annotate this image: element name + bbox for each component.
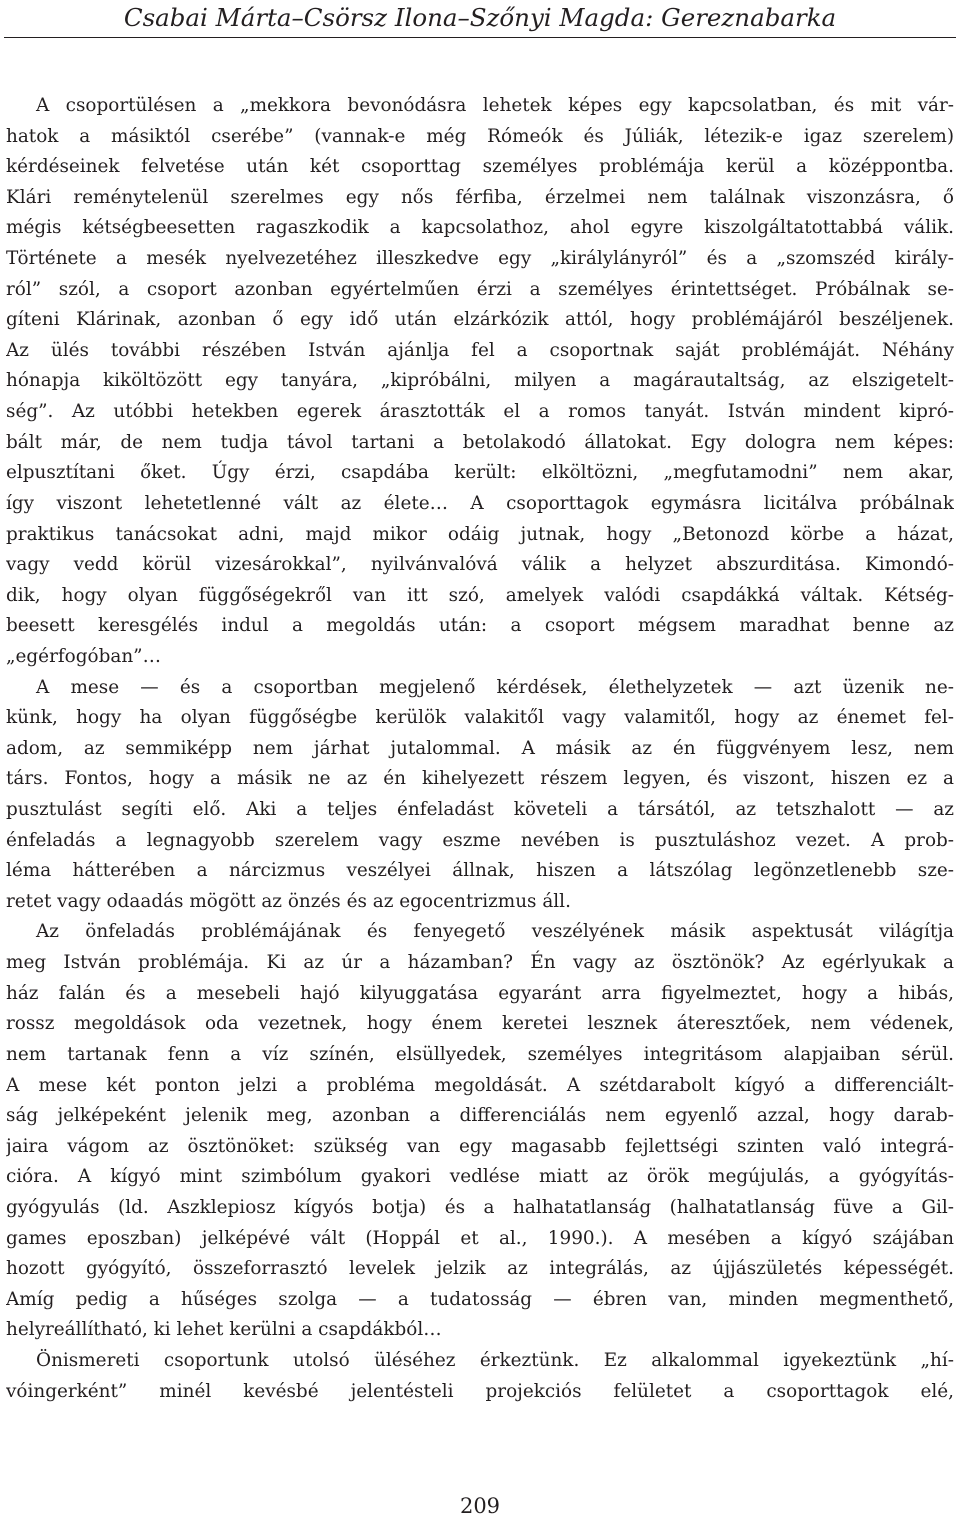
text-line: Klári reménytelenül szerelmes egy nős férfiba, érzelmei nem találnak viszonzásra, ő — [6, 186, 954, 208]
text-line: cióra. A kígyó mint szimbólum gyakori vedlése miatt az örök megújulás, a gyógyítás- — [6, 1166, 954, 1188]
page-number: 209 — [459, 1494, 501, 1518]
text-line: meg István problémája. Ki az úr a házamban? Én vagy az ösztönök? Az egérlyukak a — [6, 952, 954, 974]
text-line: beesett keresgélés indul a megoldás után: a csoport mégsem maradhat benne az — [6, 615, 954, 637]
text-line: A mese — és a csoportban megjelenő kérdések, élethelyzetek — azt üzenik ne- — [36, 676, 954, 698]
text-line: A mese két ponton jelzi a probléma megoldását. A szétdarabolt kígyó a differenciált- — [6, 1074, 954, 1096]
text-line: vagy vedd körül vizesárokkal”, nyilvánvalóvá válik a helyzet abszurditása. Kimondó- — [6, 554, 954, 576]
text-line: hónapja kiköltözött egy tanyára, „kipróbálni, milyen a magárautaltság, az elszigetelt- — [6, 370, 954, 392]
text-line: games eposzban) jelképévé vált (Hoppál et al., 1990.). A mesében a kígyó szájában — [6, 1227, 954, 1249]
text-line: mégis kétségbeesetten ragaszkodik a kapcsolathoz, ahol egyre kiszolgáltatottabbá válik. — [6, 217, 954, 239]
text-line: A csoportülésen a „mekkora bevonódásra lehetek képes egy kapcsolatban, és mit vár- — [36, 95, 954, 116]
text-line: gyógyulás (ld. Aszklepiosz kígyós botja) és a halhatatlanság (halhatatlanság füve a Gil- — [6, 1196, 954, 1218]
text-line: Amíg pedig a hűséges szolga — a tudatosság — ébren van, minden megmenthető, — [6, 1288, 954, 1310]
text-line: adom, az semmiképp nem járhat jutalommal. A másik az én függvényem lesz, nem — [6, 737, 954, 759]
text-line: elpusztítani őket. Úgy érzi, csapdába került: elköltözni, „megfutamodni” nem akar, — [6, 462, 954, 484]
text-line: ról” szól, a csoport azonban egyértelműen érzi a személyes érintettséget. Próbálnak se- — [6, 278, 954, 300]
body-text — [6, 91, 954, 1407]
text-line: Az önfeladás problémájának és fenyegető veszélyének másik aspektusát világítja — [36, 921, 954, 943]
text-line: hatok a másiktól cserébe” (vannak-e még Rómeók és Júliák, létezik-e igaz szerelem) — [6, 125, 954, 147]
text-line: ság jelképeként jelenik meg, azonban a differenciálás nem egyenlő azzal, hogy darab- — [6, 1105, 954, 1127]
text-line: társ. Fontos, hogy a másik ne az én kihelyezett részem legyen, és viszont, hiszen ez a — [6, 768, 954, 790]
text-line: „egérfogóban”… — [6, 645, 161, 667]
text-line: ház falán és a mesebeli hajó kilyuggatása egyaránt arra figyelmeztet, hogy a hibás, — [6, 982, 954, 1004]
text-line: léma hátterében a nárcizmus veszélyei állnak, hiszen a látszólag legönzetlenebb sze- — [6, 860, 954, 882]
text-line: ség”. Az utóbbi hetekben egerek árasztották el a romos tanyát. István mindent kipró- — [6, 401, 954, 423]
running-header: Csabai Márta–Csörsz Ilona–Szőnyi Magda: Gereznabarka — [123, 3, 837, 32]
text-line: praktikus tanácsokat adni, majd mikor odáig jutnak, hogy „Betonozd körbe a házat, — [6, 523, 954, 545]
text-line: Önismereti csoportunk utolsó üléséhez érkeztünk. Ez alkalommal igyekeztünk „hí- — [36, 1349, 954, 1371]
text-line: kérdéseinek felvetése után két csoporttag személyes problémája kerül a középpontba. — [6, 156, 954, 178]
text-line: így viszont lehetetlenné vált az élete… A csoporttagok egymásra licitálva próbálnak — [6, 492, 954, 514]
text-line: helyreállítható, ki lehet kerülni a csapdákból… — [6, 1319, 442, 1341]
text-line: énfeladás a legnagyobb szerelem vagy eszme nevében is pusztuláshoz vezet. A prob- — [6, 829, 954, 851]
text-line: künk, hogy ha olyan függőségbe kerülök valakitől vagy valamitől, hogy az énemet fel- — [6, 707, 954, 729]
text-line: bált már, de nem tudja távol tartani a betolakodó állatokat. Egy dologra nem képes: — [6, 431, 954, 453]
text-line: Története a mesék nyelvezetéhez illeszkedve egy „királylányról” és a „szomszéd király- — [6, 248, 954, 270]
text-line: retet vagy odaadás mögött az önzés és az egocentrizmus áll. — [6, 890, 571, 912]
text-line: vóingerként” minél kevésbé jelentésteli projekciós felületet a csoporttagok elé, — [6, 1380, 954, 1402]
text-line: rossz megoldások oda vezetnek, hogy énem keretei lesznek áteresztőek, nem védenek, — [6, 1013, 954, 1035]
text-line: hozott gyógyító, összeforrasztó levelek jelzik az integrálás, az újjászületés képességét. — [6, 1258, 954, 1280]
header-divider — [4, 37, 956, 38]
text-line: pusztulást segíti elő. Aki a teljes énfeladást követeli a társától, az tetszhalott — az — [6, 799, 954, 821]
text-line: Az ülés további részében István ajánlja fel a csoportnak saját problémáját. Néhány — [6, 339, 954, 361]
text-line: jaira vágom az ösztönöket: szükség van egy magasabb fejlettségi szinten való integrá- — [6, 1135, 954, 1157]
text-line: dik, hogy olyan függőségekről van itt szó, amelyek valódi csapdákká váltak. Kétség- — [6, 584, 954, 606]
text-line: gíteni Klárinak, azonban ő egy idő után elzárkózik attól, hogy problémájáról beszéljenek. — [6, 309, 954, 331]
text-line: nem tartanak fenn a víz színén, elsüllyedek, személyes integritásom alapjaiban sérül. — [6, 1043, 954, 1065]
